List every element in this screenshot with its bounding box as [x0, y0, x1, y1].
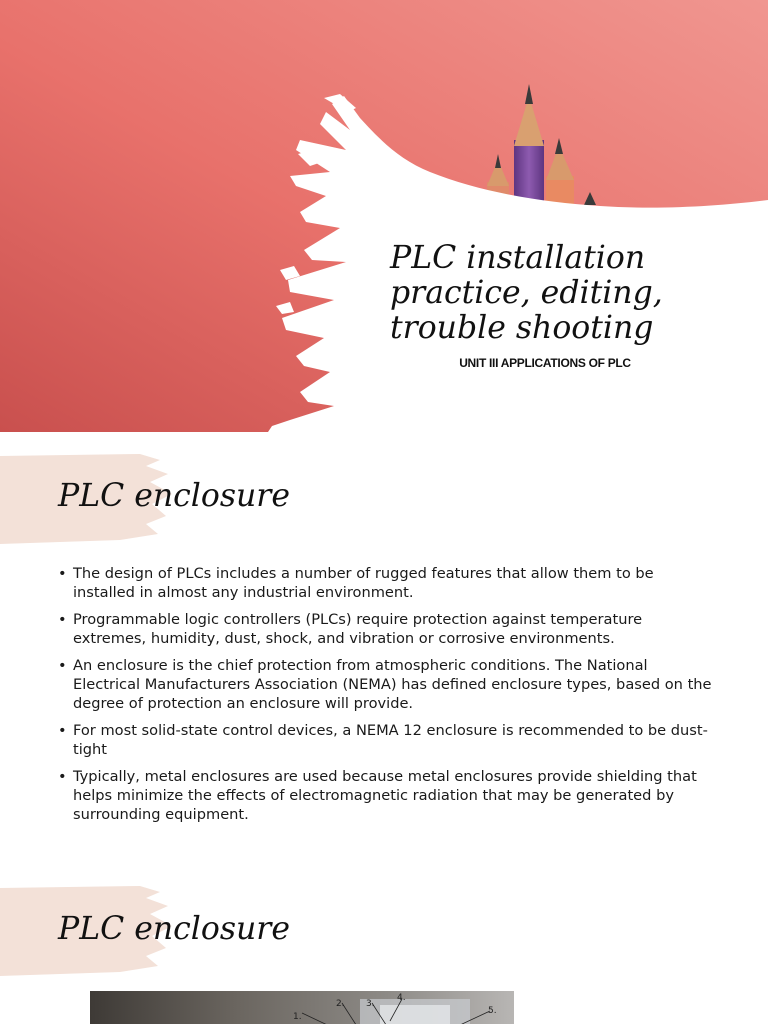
plc-enclosure-photo — [90, 991, 514, 1024]
title-line: PLC installation — [390, 240, 646, 276]
image-slide — [0, 864, 768, 1024]
bullet-item: • An enclosure is the chief protection from atmospheric conditions. The National Electrical Manufacturers Association (NEMA) has defined enclosure types, based on the degree of protection an enclosure will provide. — [58, 656, 718, 714]
bullet-slide — [0, 432, 768, 864]
callout-label: 1. — [293, 1012, 302, 1022]
bullet-item: • The design of PLCs includes a number of rugged features that allow them to be installed in almost any industrial environment. — [58, 564, 718, 602]
presentation-subtitle: UNIT III APPLICATIONS OF PLC — [459, 356, 631, 370]
bullet-item: • Programmable logic controllers (PLCs) require protection against temperature extremes, humidity, dust, shock, and vibration or corrosive environments. — [58, 610, 718, 648]
title-line: trouble shooting — [390, 310, 654, 346]
presentation-title — [390, 241, 750, 346]
bullet-item: • For most solid-state control devices, a NEMA 12 enclosure is recommended to be dust-tight — [58, 721, 718, 759]
bullet-item: • Typically, metal enclosures are used because metal enclosures provide shielding that helps minimize the effects of electromagnetic radiation that may be generated by surrounding equipment. — [58, 767, 718, 825]
slide-heading: PLC enclosure — [58, 911, 290, 947]
slide-heading: PLC enclosure — [58, 478, 290, 514]
title-slide — [0, 0, 768, 432]
bullet-list — [58, 564, 718, 832]
callout-label: 3. — [366, 999, 375, 1009]
callout-label: 2. — [336, 999, 345, 1009]
title-line: practice, editing, — [390, 275, 663, 311]
callout-label: 4. — [397, 993, 406, 1003]
callout-label: 5. — [488, 1006, 497, 1016]
